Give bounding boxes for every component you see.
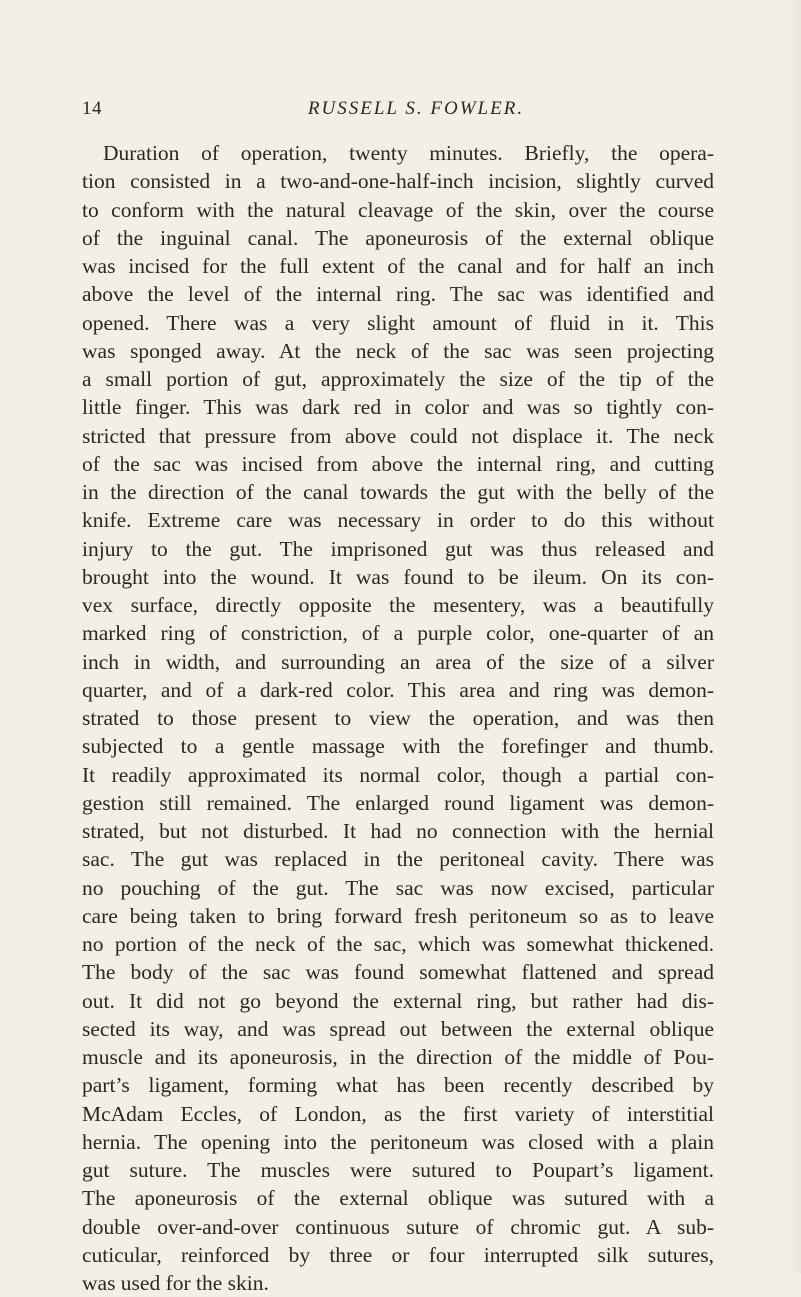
text-line: It readily approximated its normal color, though a partial con- [82, 762, 714, 787]
text-line: little finger. This was dark red in color and was so tightly con- [82, 395, 714, 420]
text-line-last: was used for the skin. [82, 1271, 269, 1295]
text-line: quarter, and of a dark-red color. This area and ring was demon- [82, 677, 714, 702]
text-line: marked ring of constriction, of a purple color, one-quarter of an [82, 621, 714, 646]
text-line: a small portion of gut, approximately the size of the tip of the [82, 367, 714, 391]
text-line: muscle and its aponeurosis, in the direction of the middle of Pou- [82, 1045, 714, 1069]
text-line: knife. Extreme care was necessary in order to do this without [82, 508, 714, 533]
text-line: The body of the sac was found somewhat flattened and spread [82, 960, 714, 985]
text-line: of the sac was incised from above the internal ring, and cutting [82, 451, 714, 476]
text-line: no portion of the neck of the sac, which was somewhat thickened. [82, 932, 714, 956]
text-line: inch in width, and surrounding an area of the size of a silver [82, 649, 714, 674]
text-line: care being taken to bring forward fresh peritoneum so as to leave [82, 903, 714, 928]
text-line: sac. The gut was replaced in the peritoneal cavity. There was [82, 847, 714, 872]
body-paragraph [82, 139, 714, 1297]
text-line: tion consisted in a two-and-one-half-inch incision, slightly curved [82, 169, 714, 194]
page-number: 14 [82, 98, 102, 119]
running-head [82, 98, 682, 128]
text-line: strated to those present to view the operation, and was then [82, 706, 714, 730]
text-line: strated, but not disturbed. It had no connection with the hernial [82, 819, 714, 843]
text-line: of the inguinal canal. The aponeurosis of the external oblique [82, 225, 714, 250]
text-line: above the level of the internal ring. The sac was identified and [82, 282, 714, 307]
text-line: stricted that pressure from above could not displace it. The neck [82, 423, 714, 448]
running-title: RUSSELL S. FOWLER. [307, 98, 525, 119]
text-line: gestion still remained. The enlarged round ligament was demon- [82, 790, 714, 815]
text-line: was incised for the full extent of the canal and for half an inch [82, 254, 714, 278]
text-line: double over-and-over continuous suture of chromic gut. A sub- [82, 1214, 714, 1239]
text-line: to conform with the natural cleavage of the skin, over the course [82, 197, 714, 222]
text-line: The aponeurosis of the external oblique was sutured with a [82, 1186, 714, 1211]
text-line: McAdam Eccles, of London, as the first variety of interstitial [82, 1101, 714, 1126]
text-line: part’s ligament, forming what has been recently described by [82, 1073, 714, 1098]
text-line: injury to the gut. The imprisoned gut was thus released and [82, 536, 714, 561]
text-line: in the direction of the canal towards the gut with the belly of the [82, 480, 714, 504]
text-line: Duration of operation, twenty minutes. Briefly, the opera- [103, 141, 714, 165]
text-line: hernia. The opening into the peritoneum was closed with a plain [82, 1129, 714, 1154]
text-line: sected its way, and was spread out between the external oblique [82, 1016, 714, 1041]
page-edge-shadow [791, 0, 801, 1273]
text-line: subjected to a gentle massage with the forefinger and thumb. [82, 734, 714, 759]
text-line: opened. There was a very slight amount of fluid in it. This [82, 310, 714, 335]
text-line: cuticular, reinforced by three or four interrupted silk sutures, [82, 1242, 714, 1267]
text-line: was sponged away. At the neck of the sac was seen projecting [82, 338, 714, 363]
text-line: out. It did not go beyond the external ring, but rather had dis- [82, 988, 714, 1013]
text-line: no pouching of the gut. The sac was now excised, particular [82, 875, 714, 900]
text-line: gut suture. The muscles were sutured to Poupart’s ligament. [82, 1158, 714, 1182]
text-line: brought into the wound. It was found to be ileum. On its con- [82, 564, 714, 589]
text-line: vex surface, directly opposite the mesentery, was a beautifully [82, 593, 714, 617]
